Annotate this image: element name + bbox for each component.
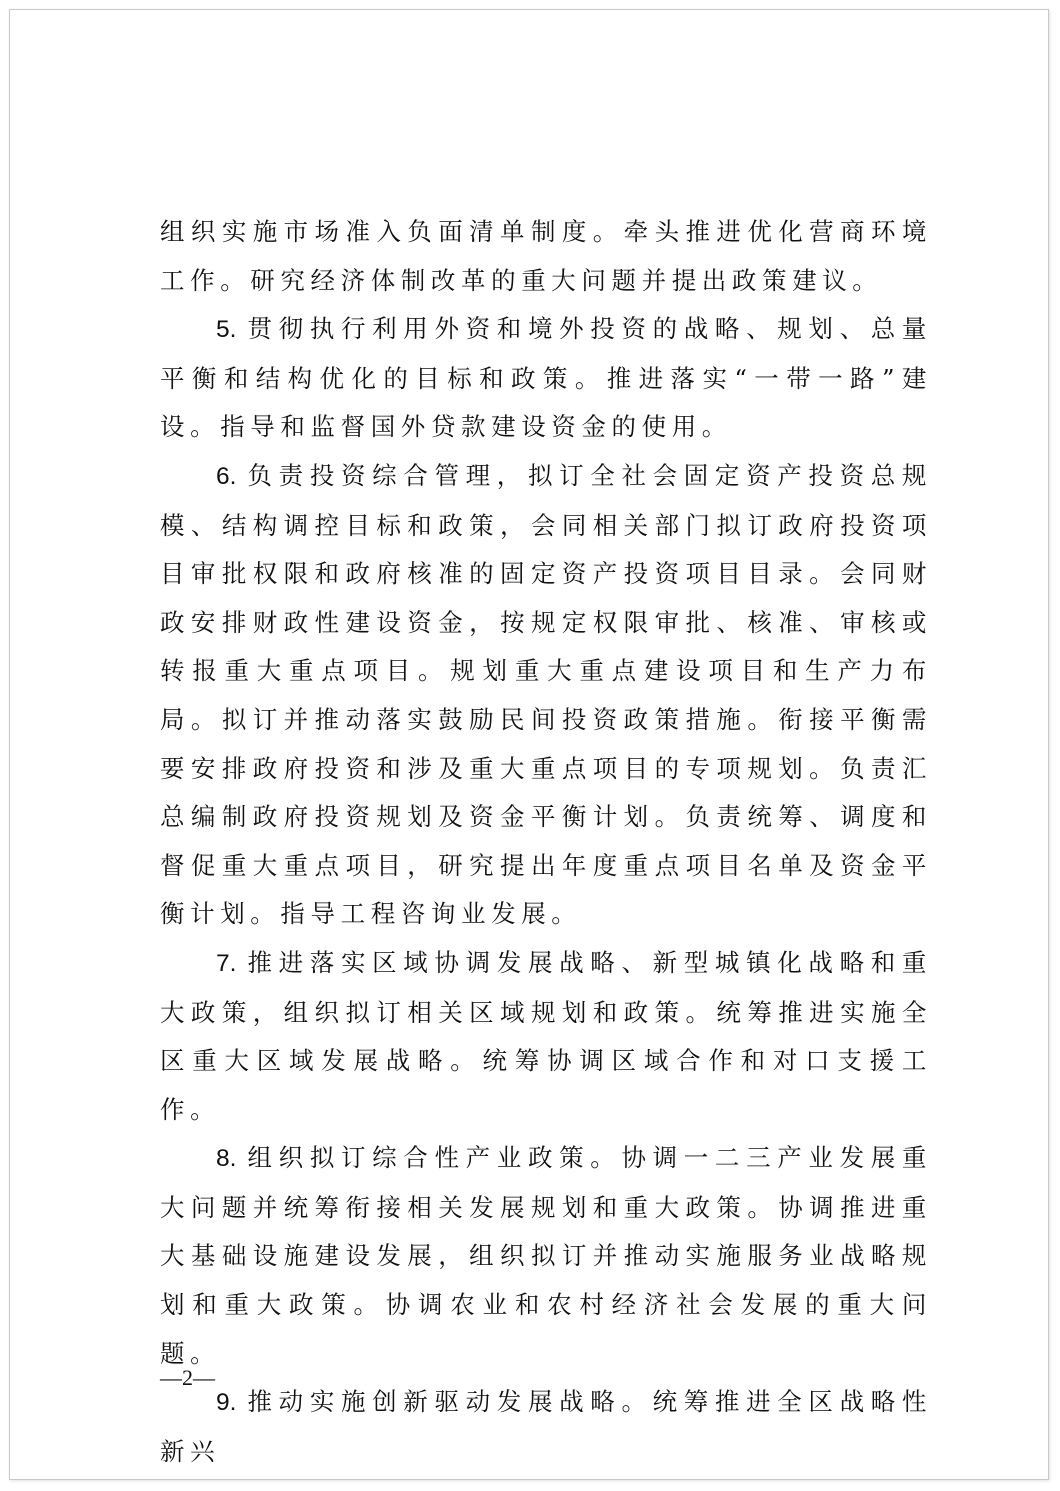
paragraph-continuation — [160, 208, 932, 305]
paragraph-item-5 — [160, 305, 932, 452]
document-body — [160, 208, 932, 1476]
item-number: 6. — [216, 462, 237, 490]
item-number: 8. — [216, 1145, 237, 1173]
paragraph-item-7 — [160, 939, 932, 1134]
item-number: 9. — [216, 1389, 237, 1417]
paragraph-item-6 — [160, 452, 932, 939]
item-number: 7. — [216, 949, 237, 977]
item-number: 5. — [216, 316, 237, 344]
paragraph-text: 负责投资综合管理，拟订全社会固定资产投资总规模、结构调控目标和政策，会同相关部门拟订政府投资项目审批权限和政府核准的固定资产投资项目目录。会同财政安排财政性建设资金，按规定权限审批、核准、审核或转报重大重点项目。规划重大重点建设项目和生产力布局。拟订并推动落实鼓励民间投资政策措施。衔接平衡需要安排政府投资和涉及重大重点项目的专项规划。负责汇总编制政府投资规划及资金平衡计划。负责统筹、调度和督促重大重点项目，研究提出年度重点项目名单及资金平衡计划。指导工程咨询业发展。 — [160, 460, 932, 929]
page-number: —2— — [160, 1365, 215, 1390]
paragraph-text: 组织拟订综合性产业政策。协调一二三产业发展重大问题并统筹衔接相关发展规划和重大政策。协调推进重大基础设施建设发展，组织拟订并推动实施服务业战略规划和重大政策。协调农业和农村经济社会发展的重大问题。 — [160, 1143, 932, 1368]
paragraph-text: 推进落实区域协调发展战略、新型城镇化战略和重大政策，组织拟订相关区域规划和政策。统筹推进实施全区重大区域发展战略。统筹协调区域合作和对口支援工作。 — [160, 947, 932, 1124]
paragraph-item-9 — [160, 1378, 932, 1476]
paragraph-text: 贯彻执行利用外资和境外投资的战略、规划、总量平衡和结构优化的目标和政策。推进落实“一带一路”建设。指导和监督国外贷款建设资金的使用。 — [160, 314, 932, 442]
paragraph-text: 组织实施市场准入负面清单制度。牵头推进优化营商环境工作。研究经济体制改革的重大问题并提出政策建议。 — [160, 217, 932, 295]
paragraph-text: 推动实施创新驱动发展战略。统筹推进全区战略性新兴 — [160, 1387, 932, 1466]
document-page — [9, 9, 1049, 1480]
paragraph-item-8 — [160, 1134, 932, 1378]
